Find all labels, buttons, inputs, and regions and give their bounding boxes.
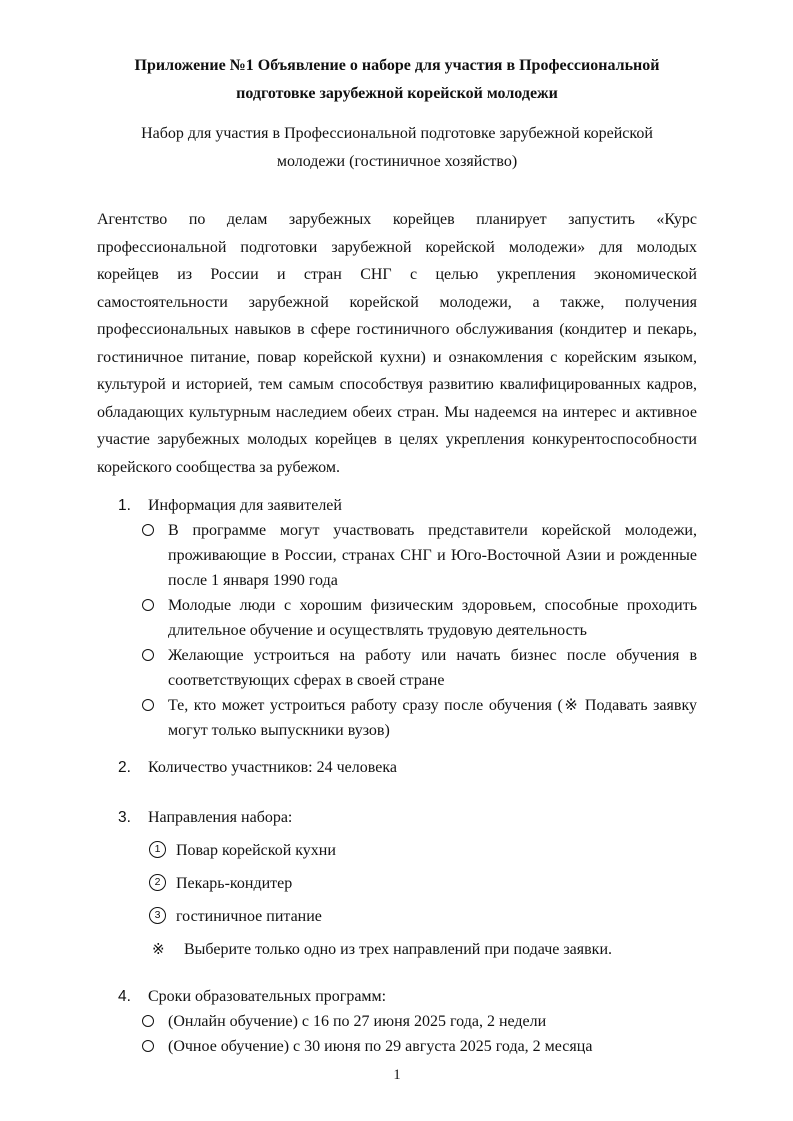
numbered-option	[97, 904, 697, 929]
circled-number-icon: 3	[149, 907, 166, 924]
section-heading	[97, 984, 697, 1009]
section-title: Направления набора:	[148, 809, 293, 826]
section-heading	[97, 493, 697, 518]
document-title: Приложение №1 Объявление о наборе для участия в Профессиональной подготовке зарубежной корейской молодежи	[134, 57, 660, 102]
option-label: гостиничное питание	[176, 908, 322, 925]
circled-number-icon: 2	[149, 874, 166, 891]
note-text: Выберите только одно из трех направлений при подаче заявки.	[184, 941, 613, 958]
list-item	[97, 518, 697, 593]
list-item	[97, 1009, 697, 1034]
list-item	[97, 1034, 697, 1059]
document-subtitle: Набор для участия в Профессиональной подготовке зарубежной корейской молодежи (гостиничное хозяйство)	[141, 125, 653, 170]
section-title: Информация для заявителей	[148, 497, 342, 514]
list-item-text: (Онлайн обучение) с 16 по 27 июня 2025 года, 2 недели	[168, 1013, 547, 1030]
numbered-option	[97, 838, 697, 863]
circle-bullet-icon	[142, 599, 154, 611]
list-item	[97, 693, 697, 743]
list-item-text: Желающие устроиться на работу или начать бизнес после обучения в соответствующих сферах в своей стране	[168, 647, 697, 689]
note-line	[97, 937, 697, 962]
section-participant-count	[97, 755, 697, 780]
circle-bullet-icon	[142, 699, 154, 711]
circle-bullet-icon	[142, 1040, 154, 1052]
section-heading	[97, 805, 697, 830]
list-item-text: Те, кто может устроиться работу сразу после обучения (※ Подавать заявку могут только выпускники вузов)	[168, 697, 697, 739]
option-label: Повар корейской кухни	[176, 842, 336, 859]
section-program-dates	[97, 984, 697, 1059]
list-item-text: Молодые люди с хорошим физическим здоровьем, способные проходить длительное обучение и осуществлять трудовую деятельность	[168, 597, 697, 639]
circle-bullet-icon	[142, 524, 154, 536]
section-applicant-info	[97, 493, 697, 743]
intro-paragraph: Агентство по делам зарубежных корейцев планирует запустить «Курс профессиональной подготовки зарубежной корейской молодежи» для молодых корейцев из России и стран СНГ с целью укрепления экономической самостоятельности зарубежной корейской молодежи, а также, получения профессиональных навыков в сфере гостиничного обслуживания (кондитер и пекарь, гостиничное питание, повар корейской кухни) и ознакомления с корейским языком, культурой и историей, тем самым способствуя развитию квалифицированных кадров, обладающих культурным наследием обеих стран. Мы надеемся на интерес и активное участие зарубежных молодых корейцев в целях укрепления конкурентоспособности корейского сообщества за рубежом.	[97, 211, 697, 476]
circled-number-icon: 1	[149, 841, 166, 858]
list-item	[97, 643, 697, 693]
circle-bullet-icon	[142, 1015, 154, 1027]
section-title: Количество участников: 24 человека	[148, 759, 397, 776]
list-item-text: В программе могут участвовать представители корейской молодежи, проживающие в России, странах СНГ и Юго-Восточной Азии и рожденные после 1 января 1990 года	[168, 522, 697, 589]
circle-bullet-icon	[142, 649, 154, 661]
numbered-option	[97, 871, 697, 896]
section-number: 3.	[118, 809, 131, 826]
section-number: 1.	[118, 497, 131, 514]
section-number: 4.	[118, 988, 131, 1005]
list-item	[97, 593, 697, 643]
list-item-text: (Очное обучение) с 30 июня по 29 августа 2025 года, 2 месяца	[168, 1038, 593, 1055]
reference-mark-icon: ※	[152, 940, 165, 958]
page-number: 1	[393, 1067, 401, 1083]
section-heading	[97, 755, 697, 780]
option-label: Пекарь-кондитер	[176, 875, 293, 892]
section-title: Сроки образовательных программ:	[148, 988, 387, 1005]
section-number: 2.	[118, 759, 131, 776]
section-recruitment-tracks	[97, 805, 697, 962]
